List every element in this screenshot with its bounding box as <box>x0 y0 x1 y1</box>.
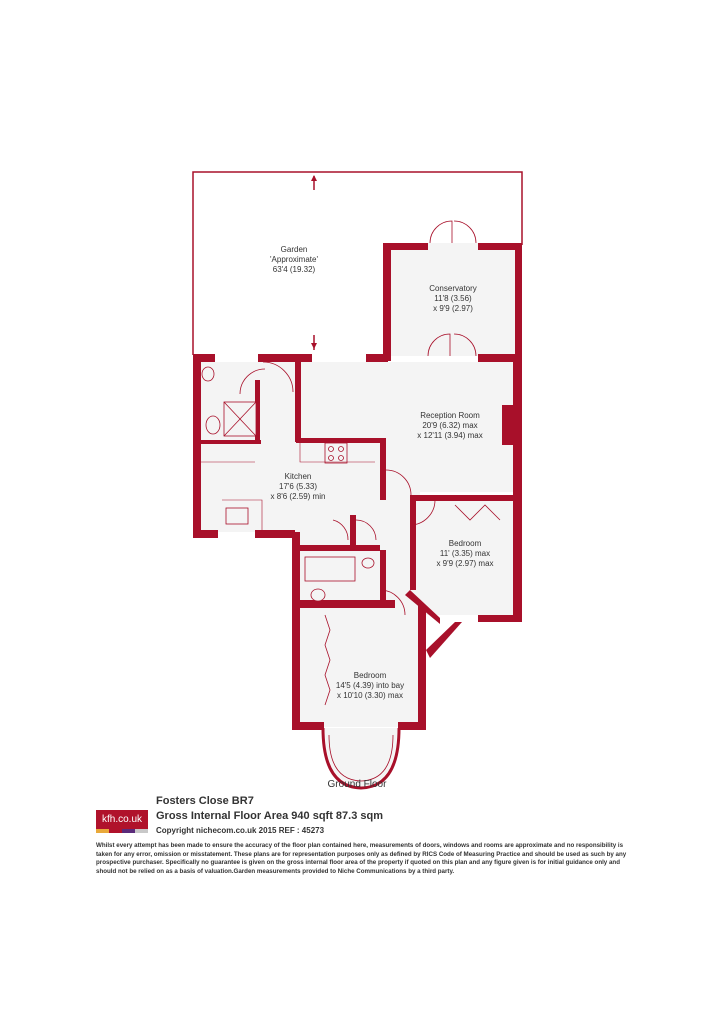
bathroom-wc <box>311 589 325 601</box>
svg-text:63'4 (19.32): 63'4 (19.32) <box>272 265 316 274</box>
floor-label: Ground Floor <box>327 779 387 790</box>
hob <box>325 443 347 463</box>
room-label-conservatory <box>429 284 477 313</box>
basin <box>202 367 214 381</box>
room-label-reception <box>417 411 482 440</box>
svg-text:x 10'10 (3.30) max: x 10'10 (3.30) max <box>336 691 404 700</box>
kfh-logo[interactable] <box>96 810 148 834</box>
svg-text:11'8 (3.56): 11'8 (3.56) <box>434 294 472 303</box>
kitchen-sink <box>226 508 248 524</box>
svg-text:'Approximate': 'Approximate' <box>270 255 318 264</box>
logo-stripes <box>96 829 148 833</box>
floor-area: Gross Internal Floor Area 940 sqft 87.3 sqm <box>156 810 384 822</box>
bath <box>305 557 355 581</box>
logo-text: kfh.co.uk <box>96 810 148 829</box>
svg-text:Conservatory: Conservatory <box>429 284 477 293</box>
room-label-garden <box>270 245 318 274</box>
property-title: Fosters Close BR7 <box>156 795 254 807</box>
disclaimer: Whilst every attempt has been made to ensure the accuracy of the floor plan contained here, measurements of doors, windows and rooms are approximate and no responsibility is taken for any error, omission or misstatement. These plans are for representation purposes only as defined by RICS Code of Measuring Practice and should be used as such by any prospective purchaser. Specifically no guarantee is given on the gross internal floor area of the property if quoted on this plan and any figure given is for initial guidance only and should not be relied on as a basis of valuation.Garden measurements provided to Niche Communications by a third party. <box>96 842 627 875</box>
svg-text:20'9 (6.32) max: 20'9 (6.32) max <box>422 421 478 430</box>
svg-text:Kitchen: Kitchen <box>284 472 312 481</box>
garden-arrow-bottom <box>311 343 317 349</box>
svg-text:x 9'9 (2.97) max: x 9'9 (2.97) max <box>436 559 494 568</box>
svg-text:x 9'9 (2.97): x 9'9 (2.97) <box>433 304 473 313</box>
svg-text:14'5 (4.39) into bay: 14'5 (4.39) into bay <box>335 681 405 690</box>
svg-text:x 8'6 (2.59) min: x 8'6 (2.59) min <box>270 492 326 501</box>
bathroom-basin <box>362 558 374 568</box>
svg-text:Reception Room: Reception Room <box>420 411 480 420</box>
svg-text:Bedroom: Bedroom <box>353 671 387 680</box>
copyright: Copyright nichecom.co.uk 2015 REF : 45273 <box>156 826 325 835</box>
svg-text:11' (3.35) max: 11' (3.35) max <box>439 549 491 558</box>
svg-text:x 12'11 (3.94) max: x 12'11 (3.94) max <box>417 431 483 440</box>
garden-arrow-top <box>311 175 317 181</box>
svg-text:Garden: Garden <box>280 245 308 254</box>
wc <box>206 416 220 434</box>
svg-text:Bedroom: Bedroom <box>448 539 482 548</box>
svg-text:17'6 (5.33): 17'6 (5.33) <box>279 482 317 491</box>
